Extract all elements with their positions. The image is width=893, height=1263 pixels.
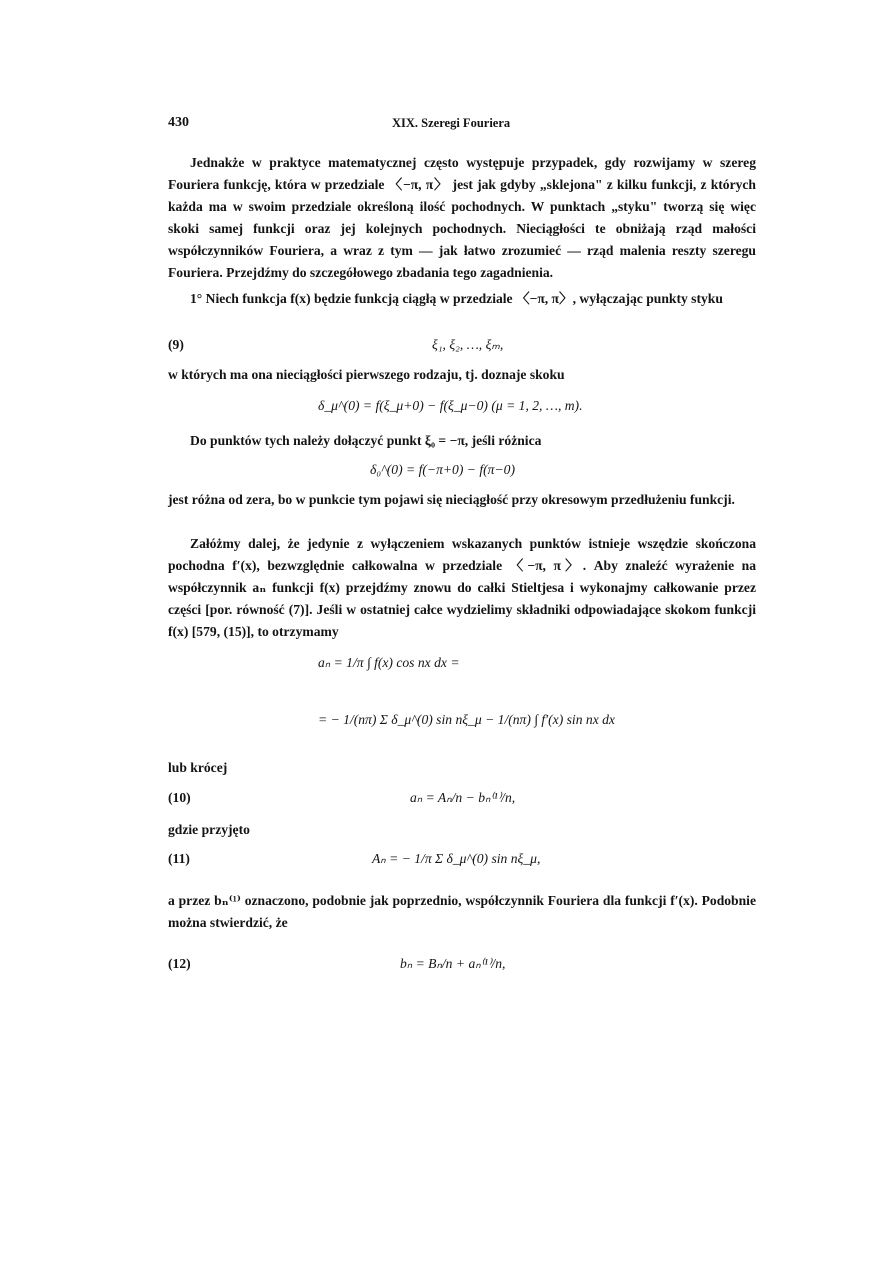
paragraph-3: w których ma ona nieciągłości pierwszego rodzaju, tj. doznaje skoku [168,367,565,382]
equation-12: bₙ = Bₙ/n + aₙ⁽¹⁾/n, [400,956,506,971]
paragraph-1: Jednakże w praktyce matematycznej często występuje przypadek, gdy rozwijamy w szereg Fouriera funkcję, która w przedziale 〈−π, π〉 jest jak gdyby „sklejona" z kilku funkcji, z których każda ma w swoim przedziale określoną ilość pochodnych. W punktach „styku" tworzą się więc skoki samej funkcji oraz jej kolejnych pochodnych. Nieciągłości te obniżają rząd małości współczynników Fouriera, a wraz z tym — jak łatwo zrozumieć — rząd malenia reszty szeregu Fouriera. Przejdźmy do szczegółowego zbadania tego zagadnienia. [168,155,756,280]
equation-jump-0: δ₀^(0) = f(−π+0) − f(π−0) [370,462,515,477]
text-gdzie-przyjeto: gdzie przyjęto [168,822,250,837]
page-number: 430 [168,115,189,130]
paragraph-4: Do punktów tych należy dołączyć punkt ξ₀ = −π, jeśli różnica [190,433,542,448]
equation-an-line-1: aₙ = 1/π ∫ f(x) cos nx dx = [318,655,460,670]
paragraph-6: Załóżmy dalej, że jedynie z wyłączeniem wskazanych punktów istnieje wszędzie skończona pochodna f′(x), bezwzględnie całkowalna w przedziale 〈−π, π〉. Aby znaleźć wyrażenie na współczynnik aₙ funkcji f(x) przejdźmy znowu do całki Stieltjesa i wykonajmy całkowanie przez części [por. równość (7)]. Jeśli w ostatniej całce wydzielimy składniki odpowiadające skokom funkcji f(x) [579, (15)], to otrzymamy [168,536,756,639]
equation-12-number: (12) [168,956,191,971]
running-title: XIX. Szeregi Fouriera [392,116,511,130]
equation-9: ξ₁, ξ₂, …, ξₘ, [432,337,504,352]
paragraph-5: jest różna od zera, bo w punkcie tym pojawi się nieciągłość przy okresowym przedłużeniu funkcji. [168,492,735,507]
equation-10-number: (10) [168,790,191,805]
equation-11-number: (11) [168,851,190,866]
equation-10: aₙ = Aₙ/n − bₙ⁽¹⁾/n, [410,790,516,805]
equation-an-line-2: = − 1/(nπ) Σ δ_μ^(0) sin nξ_μ − 1/(nπ) ∫ f′(x) sin nx dx [318,712,615,727]
paragraph-7: a przez bₙ⁽¹⁾ oznaczono, podobnie jak poprzednio, współczynnik Fouriera dla funkcji f′(x). Podobnie można stwierdzić, że [168,893,756,930]
equation-9-number: (9) [168,337,184,352]
paragraph-2: 1° Niech funkcja f(x) będzie funkcją ciągłą w przedziale 〈−π, π〉, wyłączając punkty styku [190,291,723,306]
text-lub-krocej: lub krócej [168,760,228,775]
equation-jump: δ_μ^(0) = f(ξ_μ+0) − f(ξ_μ−0) (μ = 1, 2, …, m). [318,398,583,413]
equation-11: Aₙ = − 1/π Σ δ_μ^(0) sin nξ_μ, [372,851,541,866]
